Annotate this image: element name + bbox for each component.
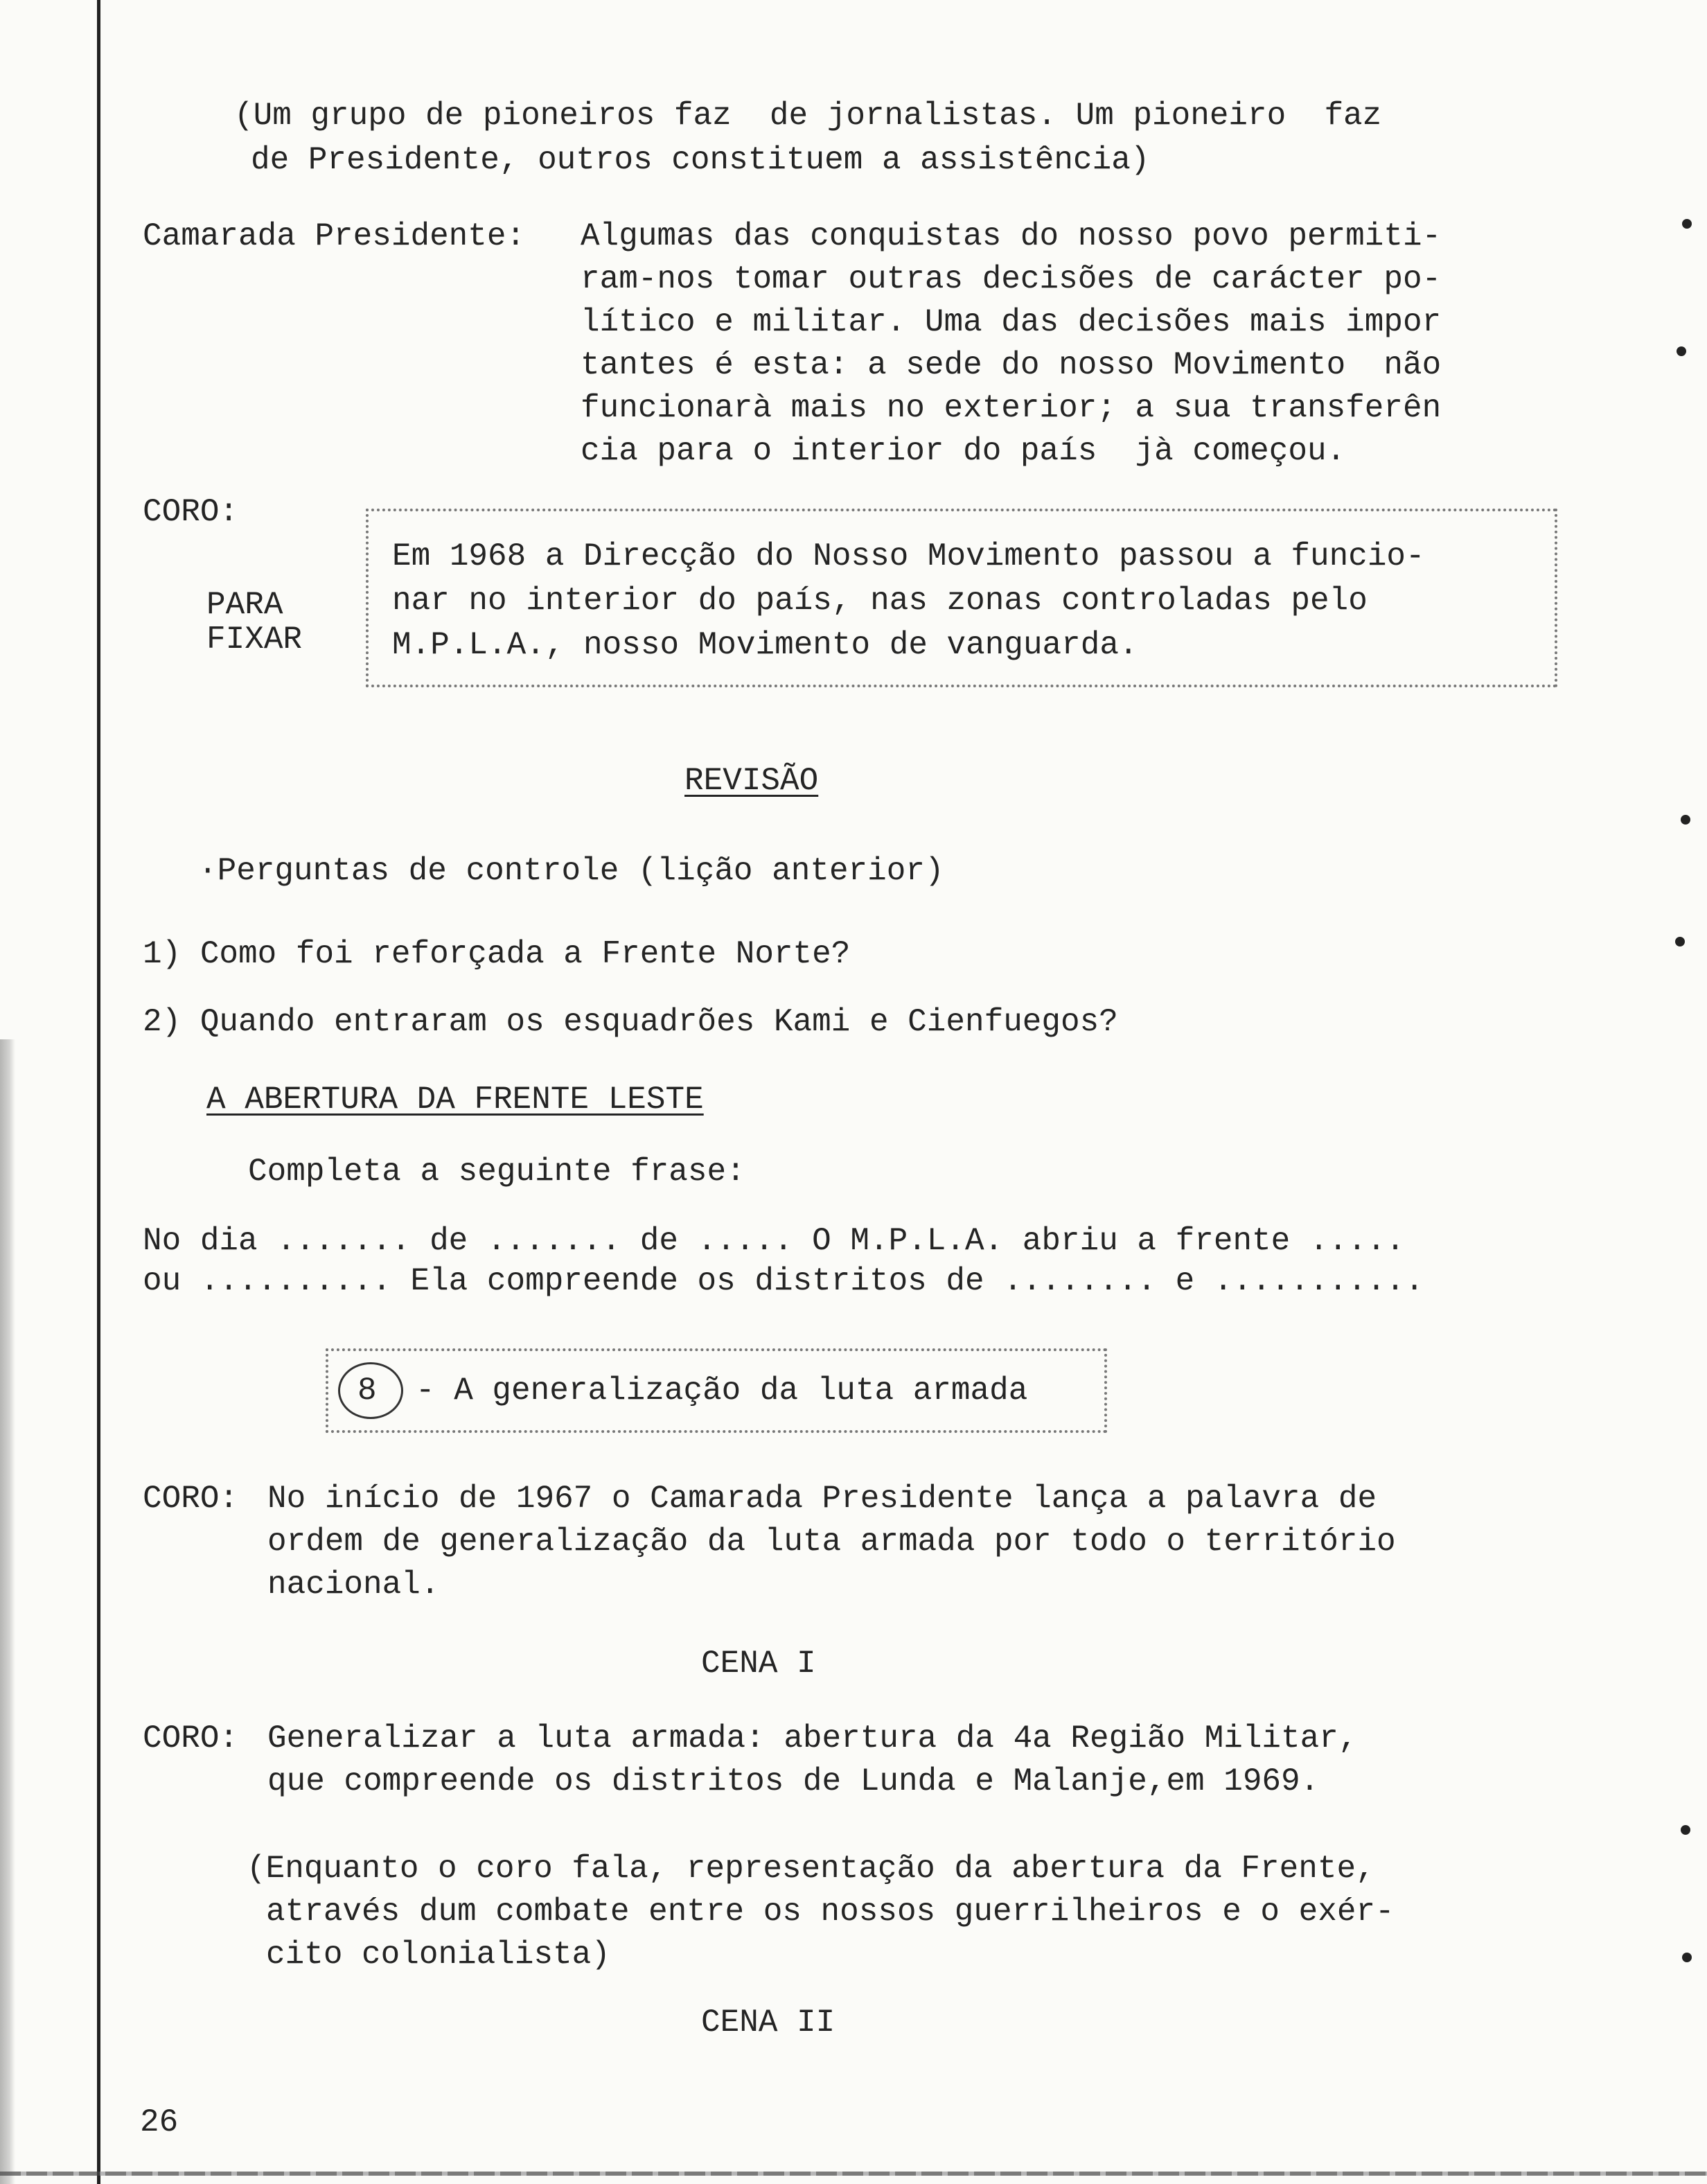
president-line: cia para o interior do país jà começou. bbox=[581, 433, 1346, 469]
para-label: PARA bbox=[206, 587, 283, 623]
margin-mark bbox=[1675, 937, 1685, 946]
president-line: funcionarà mais no exterior; a sua transferên bbox=[581, 390, 1442, 426]
question-1: 1) Como foi reforçada a Frente Norte? bbox=[143, 936, 851, 972]
margin-mark bbox=[1677, 346, 1686, 356]
intro-line-1: (Um grupo de pioneiros faz de jornalistas. Um pioneiro faz bbox=[234, 98, 1382, 134]
stage-direction-line: cito colonialista) bbox=[266, 1937, 610, 1973]
left-margin-rule bbox=[97, 0, 100, 2184]
question-2: 2) Quando entraram os esquadrões Kami e Cienfuegos? bbox=[143, 1004, 1118, 1040]
president-line: tantes é esta: a sede do nosso Movimento não bbox=[581, 347, 1442, 383]
margin-mark bbox=[1681, 1825, 1690, 1835]
coro-line: nacional. bbox=[267, 1567, 440, 1603]
president-line: Algumas das conquistas do nosso povo permiti- bbox=[581, 218, 1442, 254]
cena-1-coro-line: Generalizar a luta armada: abertura da 4a Região Militar, bbox=[267, 1720, 1358, 1756]
binding-shadow bbox=[0, 1039, 15, 2184]
president-line: lítico e militar. Uma das decisões mais impor bbox=[581, 304, 1442, 340]
intro-line-2: de Presidente, outros constituem a assistência) bbox=[251, 142, 1150, 178]
margin-mark bbox=[1681, 815, 1690, 825]
coro-label: CORO: bbox=[143, 1481, 239, 1517]
margin-mark bbox=[1682, 1953, 1692, 1962]
coro-label: CORO: bbox=[143, 1720, 239, 1756]
president-speaker: Camarada Presidente: bbox=[143, 218, 526, 254]
bottom-scan-edge bbox=[0, 2172, 1707, 2176]
revisao-subtitle: ·Perguntas de controle (lição anterior) bbox=[198, 853, 944, 889]
coro-line: ordem de generalização da luta armada por todo o território bbox=[267, 1524, 1396, 1560]
fixar-label: FIXAR bbox=[206, 622, 303, 658]
lesson-title: - A generalização da luta armada bbox=[416, 1373, 1028, 1409]
revisao-title: REVISÃO bbox=[684, 763, 819, 799]
cena-1-title: CENA I bbox=[701, 1646, 816, 1682]
box-line: M.P.L.A., nosso Movimento de vanguarda. bbox=[392, 627, 1138, 663]
page-number: 26 bbox=[140, 2104, 179, 2140]
abertura-heading: A ABERTURA DA FRENTE LESTE bbox=[206, 1082, 704, 1118]
abertura-instruction: Completa a seguinte frase: bbox=[248, 1154, 745, 1190]
president-line: ram-nos tomar outras decisões de carácter po- bbox=[581, 261, 1442, 297]
cena-1-coro-line: que compreende os distritos de Lunda e Malanje,em 1969. bbox=[267, 1763, 1320, 1799]
box-line: nar no interior do país, nas zonas controladas pelo bbox=[392, 583, 1368, 619]
coro-label: CORO: bbox=[143, 494, 239, 530]
box-line: Em 1968 a Direcção do Nosso Movimento passou a funcio- bbox=[392, 538, 1425, 574]
cena-2-title: CENA II bbox=[701, 2005, 835, 2041]
fill-line-2: ou .......... Ela compreende os distritos de ........ e ........... bbox=[143, 1263, 1424, 1299]
margin-mark bbox=[1682, 219, 1692, 229]
stage-direction-line: através dum combate entre os nossos guerrilheiros e o exér- bbox=[266, 1894, 1395, 1930]
coro-line: No início de 1967 o Camarada Presidente lança a palavra de bbox=[267, 1481, 1377, 1517]
stage-direction-line: (Enquanto o coro fala, representação da abertura da Frente, bbox=[247, 1851, 1375, 1887]
lesson-number: 8 bbox=[357, 1373, 377, 1409]
fill-line-1: No dia ....... de ....... de ..... O M.P.L.A. abriu a frente ..... bbox=[143, 1223, 1405, 1259]
